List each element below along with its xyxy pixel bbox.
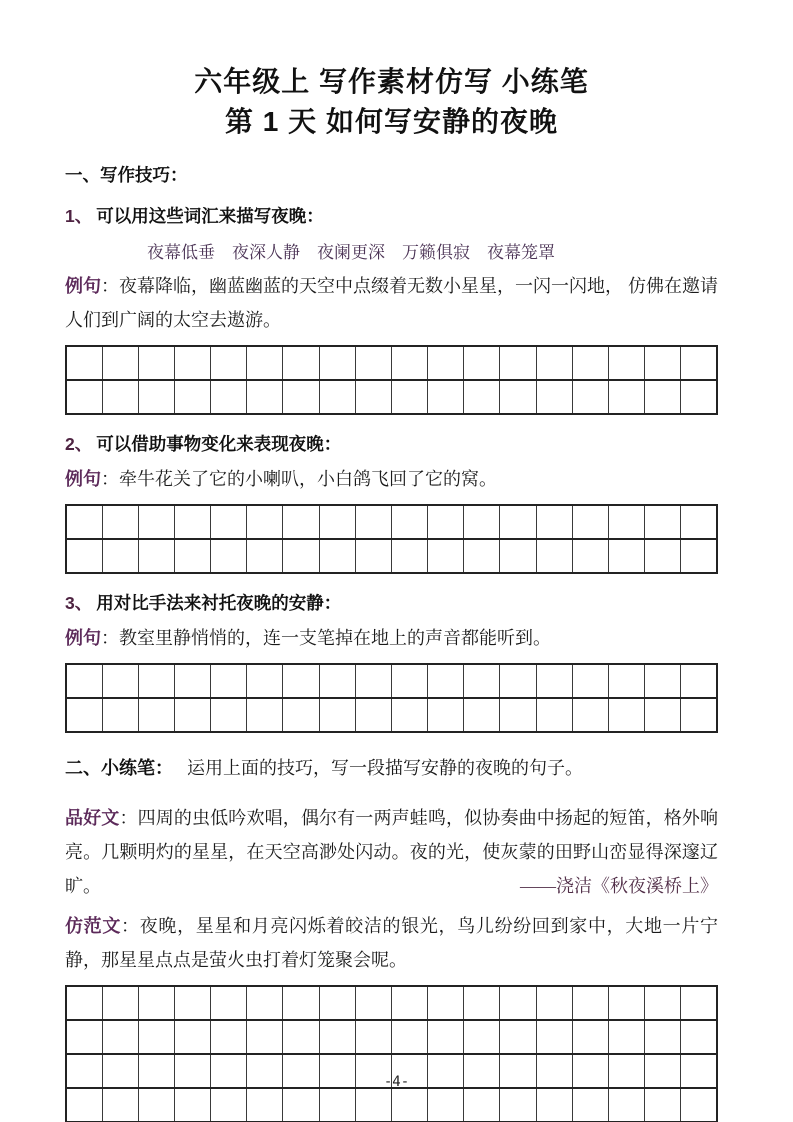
grid-cell: [536, 1020, 572, 1054]
grid-cell: [211, 1020, 247, 1054]
grid-cell: [428, 986, 464, 1020]
grid-cell: [681, 505, 717, 539]
writing-grid-3: [65, 663, 718, 733]
grid-cell: [319, 1088, 355, 1122]
page-number: -4-: [383, 1074, 410, 1090]
grid-cell: [536, 664, 572, 698]
grid-cell: [645, 986, 681, 1020]
grid-cell: [681, 539, 717, 573]
grid-cell: [319, 698, 355, 732]
grid-cell: [681, 664, 717, 698]
grid-cell: [500, 1088, 536, 1122]
tip1-example: [65, 269, 718, 337]
tip2-heading: [65, 431, 718, 456]
tip3-number: 3、: [65, 593, 93, 613]
writing-grid-1: [65, 345, 718, 415]
grid-cell: [247, 698, 283, 732]
grid-cell: [500, 539, 536, 573]
grid-cell: [464, 380, 500, 414]
grid-cell: [608, 698, 644, 732]
mini-practice-label: 二、小练笔：: [65, 758, 173, 778]
sample-text: 四周的虫低吟欢唱，偶尔有一两声蛙鸣，似协奏曲中扬起的短笛，格外响亮。几颗明灼的星星，在天空高渺处闪动。夜的光，使灰蒙的田野山峦显得深邃辽旷。: [65, 808, 719, 896]
grid-cell: [174, 1088, 210, 1122]
tip1-example-text: 夜幕降临，幽蓝幽蓝的天空中点缀着无数小星星，一闪一闪地， 仿佛在邀请人们到广阔的太空去遨游。: [65, 276, 718, 330]
grid-cell: [500, 986, 536, 1020]
imitation-text: 夜晚，星星和月亮闪烁着皎洁的银光，鸟儿纷纷回到家中，大地一片宁静，那星星点点是萤火虫打着灯笼聚会呢。: [65, 916, 719, 970]
grid-cell: [102, 698, 138, 732]
grid-cell: [319, 539, 355, 573]
grid-cell: [66, 539, 102, 573]
grid-cell: [138, 1020, 174, 1054]
grid-cell: [102, 664, 138, 698]
grid-cell: [428, 1020, 464, 1054]
grid-cell: [283, 986, 319, 1020]
grid-cell: [391, 380, 427, 414]
grid-cell: [174, 1020, 210, 1054]
grid-cell: [211, 539, 247, 573]
grid-cell: [645, 1088, 681, 1122]
page-content: [65, 0, 718, 1122]
grid-cell: [211, 380, 247, 414]
grid-cell: [464, 1088, 500, 1122]
grid-cell: [211, 698, 247, 732]
imitation-paragraph: [65, 909, 718, 977]
grid-cell: [247, 1088, 283, 1122]
grid-cell: [174, 698, 210, 732]
grid-cell: [102, 505, 138, 539]
example-label: 例句: [65, 628, 101, 648]
grid-cell: [391, 1088, 427, 1122]
grid-cell: [572, 505, 608, 539]
grid-cell: [283, 698, 319, 732]
grid-cell: [536, 505, 572, 539]
grid-cell: [464, 505, 500, 539]
grid-cell: [174, 986, 210, 1020]
grid-cell: [247, 346, 283, 380]
grid-cell: [428, 664, 464, 698]
grid-cell: [66, 380, 102, 414]
grid-cell: [428, 505, 464, 539]
grid-cell: [102, 1088, 138, 1122]
grid-cell: [500, 346, 536, 380]
grid-cell: [138, 1088, 174, 1122]
grid-cell: [247, 539, 283, 573]
grid-cell: [138, 346, 174, 380]
grid-cell: [428, 539, 464, 573]
grid-cell: [283, 1020, 319, 1054]
grid-cell: [645, 380, 681, 414]
grid-cell: [572, 664, 608, 698]
grid-cell: [66, 664, 102, 698]
grid-cell: [608, 986, 644, 1020]
example-colon: ：: [101, 276, 119, 296]
tip3-example: [65, 621, 718, 655]
night-word-list: 夜幕低垂 夜深人静 夜阑更深 万籁俱寂 夜幕笼罩: [147, 243, 555, 262]
section-heading-writing-skills: 一、写作技巧：: [65, 165, 188, 185]
grid-cell: [645, 664, 681, 698]
grid-cell: [247, 505, 283, 539]
grid-cell: [174, 664, 210, 698]
grid-cell: [211, 986, 247, 1020]
grid-cell: [138, 505, 174, 539]
tip1-title: 可以用这些词汇来描写夜晚：: [96, 206, 324, 226]
grid-cell: [536, 539, 572, 573]
grid-cell: [572, 346, 608, 380]
tip2-number: 2、: [65, 434, 93, 454]
grid-cell: [536, 1088, 572, 1122]
grid-cell: [536, 986, 572, 1020]
grid-cell: [283, 539, 319, 573]
grid-cell: [608, 380, 644, 414]
grid-cell: [211, 1088, 247, 1122]
grid-cell: [102, 986, 138, 1020]
grid-cell: [283, 664, 319, 698]
grid-cell: [645, 346, 681, 380]
grid-cell: [572, 1088, 608, 1122]
grid-cell: [102, 539, 138, 573]
section-heading-mini-practice: [65, 753, 718, 783]
grid-cell: [536, 346, 572, 380]
grid-cell: [355, 346, 391, 380]
grid-cell: [645, 539, 681, 573]
grid-cell: [681, 1088, 717, 1122]
grid-cell: [355, 505, 391, 539]
grid-cell: [681, 986, 717, 1020]
grid-cell: [428, 698, 464, 732]
mini-practice-desc: 运用上面的技巧，写一段描写安静的夜晚的句子。: [187, 758, 583, 778]
grid-cell: [283, 380, 319, 414]
grid-cell: [319, 986, 355, 1020]
grid-cell: [319, 505, 355, 539]
grid-cell: [138, 539, 174, 573]
grid-cell: [536, 380, 572, 414]
grid-cell: [319, 664, 355, 698]
page-title: 六年级上 写作素材仿写 小练笔: [194, 66, 589, 97]
grid-cell: [211, 664, 247, 698]
grid-cell: [66, 1020, 102, 1054]
tip3-heading: [65, 590, 718, 615]
grid-cell: [500, 505, 536, 539]
grid-cell: [608, 539, 644, 573]
grid-cell: [464, 539, 500, 573]
grid-cell: [319, 380, 355, 414]
example-colon: ：: [101, 628, 119, 648]
grid-cell: [211, 346, 247, 380]
grid-cell: [572, 1020, 608, 1054]
grid-cell: [608, 1020, 644, 1054]
grid-cell: [500, 380, 536, 414]
grid-cell: [391, 505, 427, 539]
grid-cell: [391, 1020, 427, 1054]
example-label: 例句: [65, 469, 101, 489]
grid-cell: [319, 1020, 355, 1054]
tip1-number: 1、: [65, 206, 93, 226]
grid-cell: [138, 986, 174, 1020]
sample-colon: ：: [119, 808, 138, 828]
tip2-title: 可以借助事物变化来表现夜晚：: [96, 434, 342, 454]
grid-cell: [500, 664, 536, 698]
grid-cell: [102, 346, 138, 380]
grid-cell: [428, 380, 464, 414]
grid-cell: [428, 1088, 464, 1122]
grid-cell: [536, 698, 572, 732]
grid-cell: [464, 664, 500, 698]
sample-attribution: ——浇洁《秋夜溪桥上》: [520, 876, 718, 896]
grid-cell: [102, 1020, 138, 1054]
grid-cell: [391, 698, 427, 732]
tip1-heading: [65, 203, 718, 228]
imitation-label: 仿范文: [65, 916, 122, 936]
tip2-example: [65, 462, 718, 496]
grid-cell: [572, 539, 608, 573]
grid-cell: [174, 505, 210, 539]
grid-cell: [391, 986, 427, 1020]
example-colon: ：: [101, 469, 119, 489]
grid-cell: [211, 505, 247, 539]
grid-cell: [391, 664, 427, 698]
grid-cell: [138, 380, 174, 414]
grid-cell: [138, 664, 174, 698]
grid-cell: [319, 346, 355, 380]
grid-cell: [391, 346, 427, 380]
grid-cell: [355, 1020, 391, 1054]
grid-cell: [391, 539, 427, 573]
grid-cell: [464, 986, 500, 1020]
grid-cell: [681, 346, 717, 380]
sample-label: 品好文: [65, 808, 120, 828]
grid-cell: [608, 505, 644, 539]
grid-cell: [174, 539, 210, 573]
grid-cell: [572, 986, 608, 1020]
grid-cell: [247, 1020, 283, 1054]
grid-cell: [572, 380, 608, 414]
grid-cell: [645, 1020, 681, 1054]
grid-cell: [681, 698, 717, 732]
grid-cell: [283, 505, 319, 539]
grid-cell: [283, 1088, 319, 1122]
grid-cell: [464, 346, 500, 380]
grid-cell: [681, 380, 717, 414]
grid-cell: [608, 1088, 644, 1122]
grid-cell: [138, 698, 174, 732]
grid-cell: [247, 664, 283, 698]
grid-cell: [66, 346, 102, 380]
grid-cell: [464, 698, 500, 732]
grid-cell: [66, 1088, 102, 1122]
tip3-title: 用对比手法来衬托夜晚的安静：: [96, 593, 342, 613]
grid-cell: [645, 505, 681, 539]
grid-cell: [66, 986, 102, 1020]
grid-cell: [608, 664, 644, 698]
example-label: 例句: [65, 276, 101, 296]
grid-cell: [500, 698, 536, 732]
tip2-example-text: 牵牛花关了它的小喇叭，小白鸽飞回了它的窝。: [119, 469, 497, 489]
grid-cell: [355, 539, 391, 573]
tip3-example-text: 教室里静悄悄的，连一支笔掉在地上的声音都能听到。: [119, 628, 551, 648]
grid-cell: [500, 1020, 536, 1054]
grid-cell: [283, 346, 319, 380]
sample-paragraph: [65, 801, 718, 903]
grid-cell: [645, 698, 681, 732]
page-subtitle: 第 1 天 如何写安静的夜晚: [225, 106, 558, 137]
grid-cell: [247, 986, 283, 1020]
writing-grid-final: [65, 985, 718, 1122]
grid-cell: [608, 346, 644, 380]
grid-cell: [681, 1020, 717, 1054]
grid-cell: [355, 664, 391, 698]
grid-cell: [174, 380, 210, 414]
grid-cell: [572, 698, 608, 732]
grid-cell: [355, 380, 391, 414]
grid-cell: [247, 380, 283, 414]
grid-cell: [355, 698, 391, 732]
writing-grid-2: [65, 504, 718, 574]
grid-cell: [428, 346, 464, 380]
grid-cell: [464, 1020, 500, 1054]
grid-cell: [66, 505, 102, 539]
grid-cell: [355, 986, 391, 1020]
imitation-colon: ：: [121, 916, 140, 936]
grid-cell: [102, 380, 138, 414]
grid-cell: [355, 1088, 391, 1122]
grid-cell: [66, 698, 102, 732]
grid-cell: [174, 346, 210, 380]
